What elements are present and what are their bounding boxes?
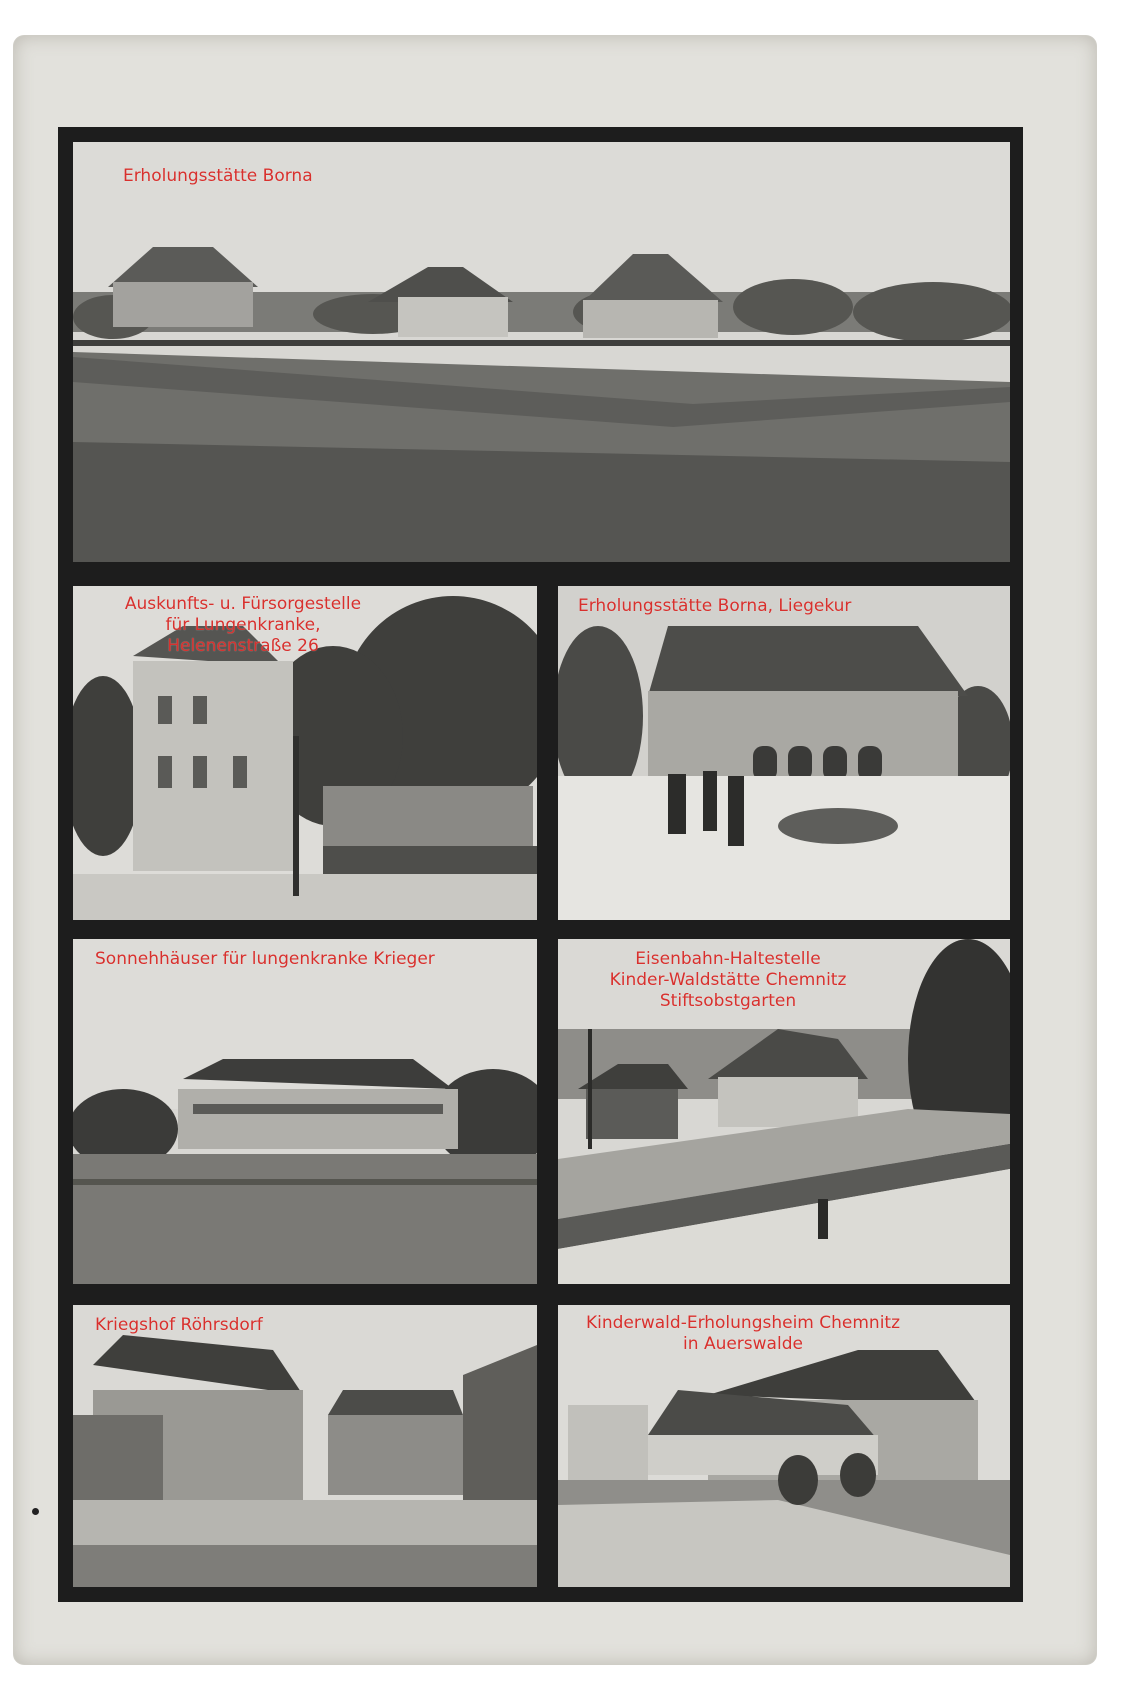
caption-bottom-left: Kriegshof Röhrsdorf xyxy=(95,1315,263,1335)
photo-kriegshof-roehrsdorf xyxy=(73,1305,537,1587)
photo-sonnenhaeuser xyxy=(73,939,537,1284)
caption-row3-left: Sonnehhäuser für lungenkranke Krieger xyxy=(95,949,435,969)
photo-liegekur xyxy=(558,586,1010,920)
photo-erholungsstaette-borna xyxy=(73,142,1010,562)
caption-row3-right: Eisenbahn-Haltestelle Kinder-Waldstätte Chemnitz Stiftsobstgarten xyxy=(609,949,847,1011)
caption-mid-left: Auskunfts- u. Fürsorgestelle für Lungenkranke, Helenenstraße 26 xyxy=(124,594,362,656)
caption-bottom-right: Kinderwald-Erholungsheim Chemnitz in Auerswalde xyxy=(585,1313,901,1354)
photo-auskunftsstelle xyxy=(73,586,537,920)
ink-dot xyxy=(32,1508,39,1515)
photo-eisenbahn-haltestelle xyxy=(558,939,1010,1284)
caption-mid-right: Erholungsstätte Borna, Liegekur xyxy=(578,596,852,616)
photo-kinderwald-erholungsheim xyxy=(558,1305,1010,1587)
caption-top: Erholungsstätte Borna xyxy=(123,166,313,186)
